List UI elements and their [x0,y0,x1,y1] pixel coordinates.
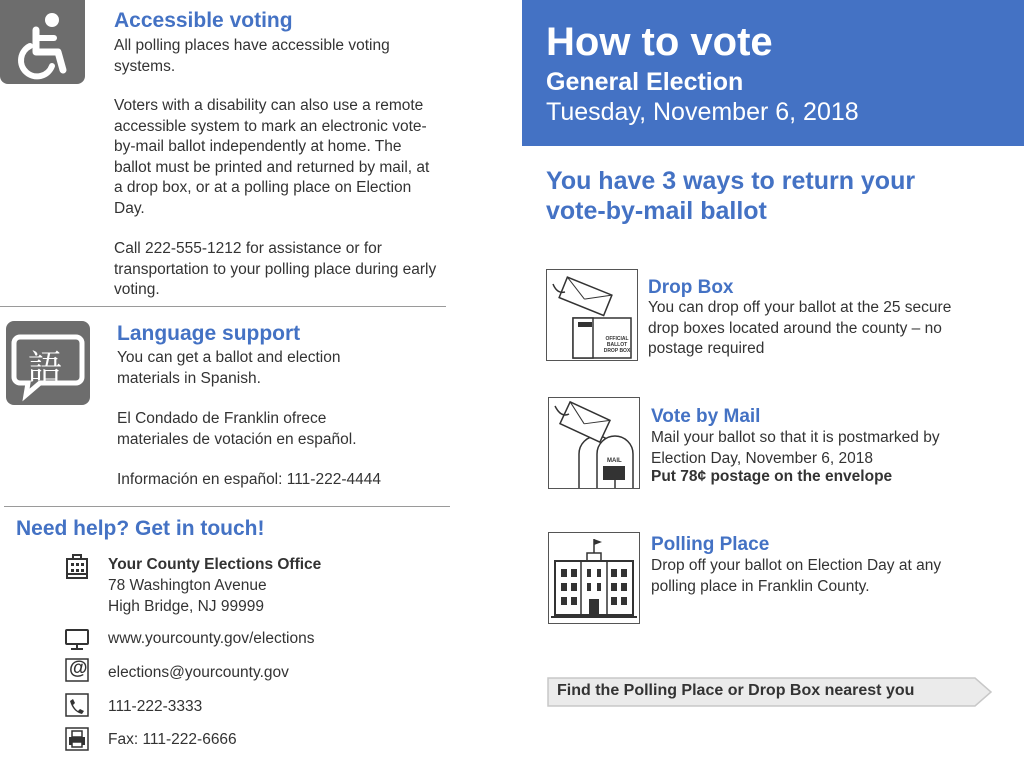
divider [0,306,446,307]
fax-icon [64,726,90,752]
language-support-title: Language support [117,322,301,345]
language-support-text-3: Información en español: 111-222-4444 [117,471,381,488]
polling-building-icon [548,532,640,624]
mailbox-label: MAIL [607,458,622,464]
building-icon [64,554,90,580]
language-support-text-2: El Condado de Franklin ofrece materiales de votación en español. [117,410,357,448]
accessible-voting-text-3: Call 222-555-1212 for assistance or for transportation to your polling place during early voting. [114,240,437,298]
drop-box-label [602,336,632,354]
box-label-line: DROP BOX [603,348,631,354]
find-polling-place-button[interactable] [547,677,991,707]
phone-icon [64,692,90,718]
box-label-line: OFFICIAL [605,336,629,342]
polling-place-title: Polling Place [651,534,770,555]
vote-by-mail-title: Vote by Mail [651,406,761,427]
language-chat-icon [6,321,90,405]
page-title: How to vote [546,20,773,64]
drop-box-text: You can drop off your ballot at the 25 secure drop boxes located around the county – no postage required [648,299,952,357]
divider [4,506,450,507]
website-link[interactable]: www.yourcounty.gov/elections [108,630,315,647]
box-label-line: BALLOT [606,342,628,348]
language-glyph: 語 [28,348,62,388]
wheelchair-icon [0,0,85,84]
mailbox-icon [548,397,640,489]
office-address-1: 78 Washington Avenue [108,577,267,594]
accessible-voting-text-1: All polling places have accessible voting systems. [114,37,390,75]
find-polling-place-label: Find the Polling Place or Drop Box nearest you [557,682,915,699]
vote-by-mail-text: Mail your ballot so that it is postmarked by Election Day, November 6, 2018 [651,429,940,467]
office-address-2: High Bridge, NJ 99999 [108,598,264,615]
fax-number: Fax: 111-222-6666 [108,731,237,748]
ways-heading: You have 3 ways to return your vote-by-mail ballot [546,167,916,225]
phone-number: 111-222-3333 [108,698,203,715]
office-name: Your County Elections Office [108,556,322,573]
election-date: Tuesday, November 6, 2018 [546,98,859,126]
election-name: General Election [546,68,744,96]
monitor-icon [64,626,90,652]
email-link[interactable]: elections@yourcounty.gov [108,664,289,681]
accessible-voting-text-2: Voters with a disability can also use a remote accessible system to mark an electronic vote-by-mail ballot independently at home. The ballot must be printed and returned by mail, at a drop box, or at a polling place on Election Day. [114,97,430,217]
need-help-title: Need help? Get in touch! [16,517,265,540]
polling-place-text: Drop off your ballot on Election Day at any polling place in Franklin County. [651,557,942,595]
at-sign-icon: @ [64,657,90,683]
accessible-voting-title: Accessible voting [114,9,293,32]
header-banner [522,0,1024,146]
drop-box-icon [546,269,638,361]
language-support-text-1: You can get a ballot and election materials in Spanish. [117,349,341,387]
postage-note: Put 78¢ postage on the envelope [651,468,893,485]
drop-box-title: Drop Box [648,277,734,298]
